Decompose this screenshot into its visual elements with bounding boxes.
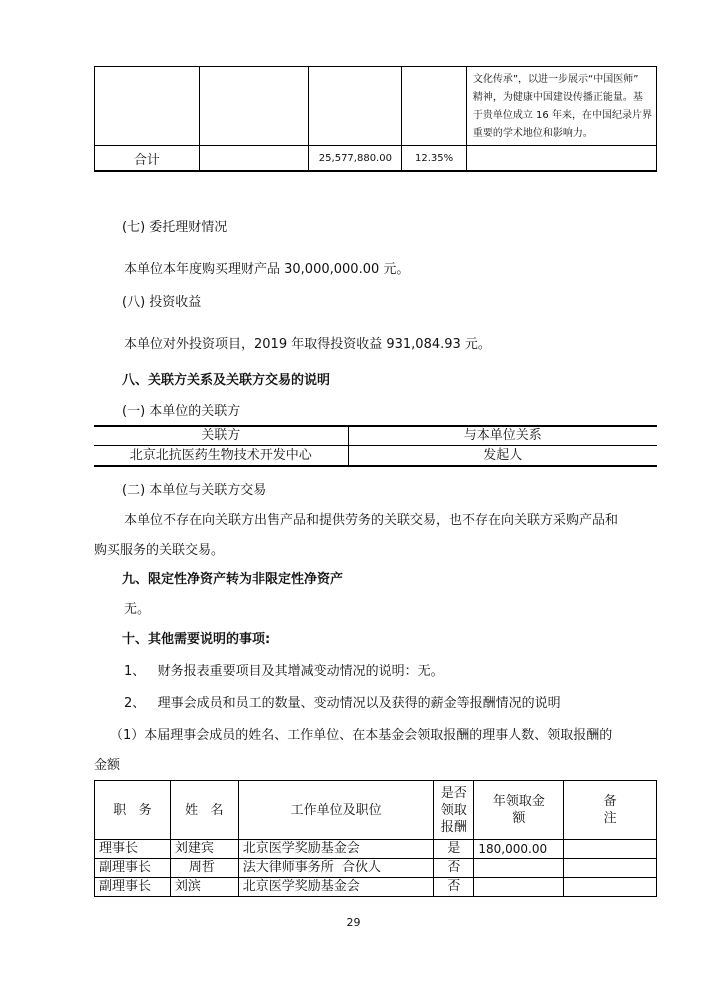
table-header-row <box>94 426 657 446</box>
header-unit: 工作单位及职位 <box>238 781 434 840</box>
director-remark <box>564 840 657 859</box>
investment-text: 本单位对外投资项目，2019 年取得投资收益 931,084.93 元。 <box>124 337 491 352</box>
investment-heading: (八) 投资收益 <box>122 295 202 310</box>
director-name: 刘滨 <box>170 878 238 897</box>
table-row <box>95 878 657 897</box>
related-party-relationship: 发起人 <box>483 448 523 463</box>
expense-table-continuation <box>94 66 657 172</box>
header-relationship: 与本单位关系 <box>463 428 542 443</box>
table-cell <box>199 67 309 146</box>
other-item-2: 2、 理事会成员和员工的数量、变动情况以及获得的薪金等报酬情况的说明 <box>124 696 561 711</box>
restricted-text: 无。 <box>124 602 151 617</box>
header-remark-line: 注 <box>603 811 617 826</box>
header-paid-line: 领取 <box>440 802 467 818</box>
header-amount-line: 额 <box>512 811 526 826</box>
table-cell <box>199 146 309 172</box>
related-party-table <box>94 426 657 465</box>
director-remark <box>564 878 657 897</box>
header-paid <box>434 781 474 840</box>
director-amount <box>474 859 564 878</box>
director-amount: 180,000.00 <box>474 840 564 859</box>
other-item-1: 1、 财务报表重要项目及其增减变动情况的说明：无。 <box>124 664 444 679</box>
description-line: 文化传承”，以进一步展示“中国医师” <box>472 74 639 85</box>
header-position-text: 职 务 <box>113 802 152 818</box>
directors-table <box>94 780 657 897</box>
header-name <box>170 781 238 840</box>
director-position: 副理事长 <box>95 859 171 878</box>
description-line: 于贵单位成立 16 年来，在中国纪录片界 <box>472 110 652 121</box>
related-text-line-1: 本单位不存在向关联方出售产品和提供劳务的关联交易，也不存在向关联方采购产品和 <box>124 513 619 528</box>
entrusted-text: 本单位本年度购买理财产品 30,000,000.00 元。 <box>124 262 410 277</box>
header-paid-line: 是否 <box>440 785 467 801</box>
header-paid-line: 报酬 <box>440 819 467 835</box>
director-position: 理事长 <box>95 840 171 859</box>
table-row <box>94 446 657 466</box>
description-line: 重要的学术地位和影响力。 <box>472 128 593 139</box>
other-heading: 十、其他需要说明的事项: <box>122 632 271 647</box>
director-position: 副理事长 <box>95 878 171 897</box>
table-bottom-rule <box>94 170 657 172</box>
header-amount <box>474 781 564 840</box>
restricted-heading: 九、限定性净资产转为非限定性净资产 <box>122 572 344 587</box>
project-description-cell <box>466 67 656 146</box>
other-item-2-sub-line-2: 金额 <box>94 758 121 773</box>
table-row <box>95 67 657 146</box>
entrusted-heading: (七) 委托理财情况 <box>122 220 228 235</box>
related-subheading-2: (二) 本单位与关联方交易 <box>122 483 267 498</box>
header-amount-line: 年领取金 <box>492 794 545 809</box>
table-cell <box>466 146 656 172</box>
other-item-2-sub-line-1: （1）本届理事会成员的姓名、工作单位、在本基金会领取报酬的理事人数、领取报酬的 <box>110 728 613 743</box>
director-paid: 否 <box>434 859 474 878</box>
related-table-bottom-rule <box>94 465 657 467</box>
director-unit: 北京医学奖励基金会 <box>238 878 434 897</box>
table-row <box>95 840 657 859</box>
header-remark-line: 备 <box>603 794 617 809</box>
director-name: 周哲 <box>170 859 238 878</box>
table-cell <box>309 67 402 146</box>
director-unit: 法大律师事务所 合伙人 <box>238 859 434 878</box>
table-cell <box>402 67 467 146</box>
table-row <box>95 859 657 878</box>
total-percent: 12.35% <box>402 146 467 172</box>
director-name: 刘建宾 <box>170 840 238 859</box>
related-heading: 八、关联方关系及关联方交易的说明 <box>122 373 331 388</box>
director-paid: 是 <box>434 840 474 859</box>
director-remark <box>564 859 657 878</box>
total-amount: 25,577,880.00 <box>309 146 402 172</box>
table-cell <box>95 67 200 146</box>
header-position <box>95 781 171 840</box>
table-header-row <box>95 781 657 840</box>
header-related-party: 关联方 <box>94 426 348 446</box>
director-amount <box>474 878 564 897</box>
total-row <box>95 146 657 172</box>
header-name-text: 姓 名 <box>185 802 224 818</box>
page-number: 29 <box>346 916 361 929</box>
director-unit: 北京医学奖励基金会 <box>238 840 434 859</box>
director-paid: 否 <box>434 878 474 897</box>
total-label: 合计 <box>95 146 200 172</box>
related-party-name: 北京北抗医药生物技术开发中心 <box>94 446 348 466</box>
header-remark <box>564 781 657 840</box>
related-text-line-2: 购买服务的关联交易。 <box>94 543 225 558</box>
related-subheading-1: (一) 本单位的关联方 <box>122 404 241 419</box>
description-line: 精神，为健康中国建设传播正能量。基 <box>472 92 643 103</box>
